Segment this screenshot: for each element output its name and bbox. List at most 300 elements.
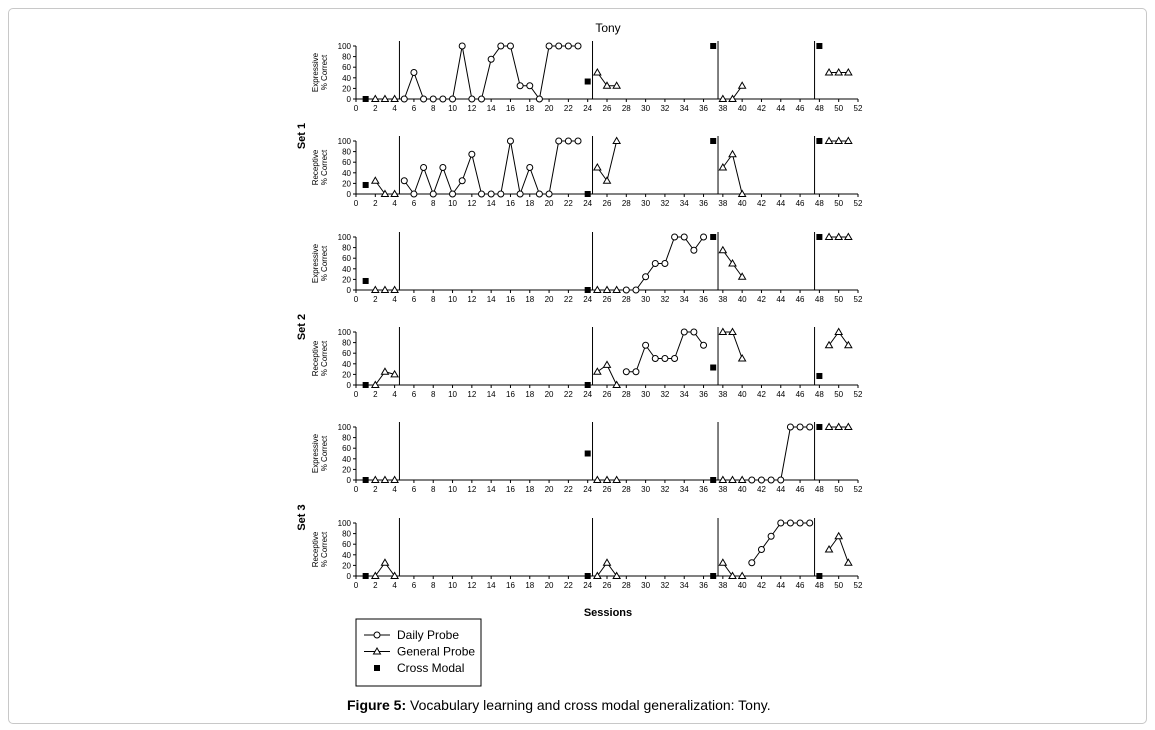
panel-6-x-tick-label: 2: [373, 581, 378, 590]
panel-1-daily-point: [479, 96, 485, 102]
panel-1-daily-point: [411, 70, 417, 76]
panel-5-x-tick-label: 44: [776, 485, 786, 494]
panel-6-x-tick-label: 34: [679, 581, 689, 590]
panel-3-daily-point: [633, 287, 639, 293]
panel-2-general-point: [594, 164, 601, 170]
panel-6-daily-point: [778, 520, 784, 526]
panel-5-x-tick-label: 34: [679, 485, 689, 494]
panel-1-y-tick-label: 60: [342, 63, 351, 73]
panel-6-y-tick-label: 100: [337, 519, 351, 528]
panel-5-x-tick-label: 10: [448, 485, 457, 494]
legend-cross-marker: [374, 665, 380, 671]
panel-2-x-tick-label: 14: [486, 199, 496, 208]
panel-2-x-tick-label: 44: [776, 199, 786, 208]
panel-5-ylabel: Expressive: [311, 433, 320, 474]
panel-1-x-tick-label: 32: [660, 104, 670, 113]
panel-2-x-tick-label: 50: [834, 199, 844, 208]
panel-3-cross-point: [363, 278, 369, 284]
panel-5-x-tick-label: 40: [737, 485, 747, 494]
panel-5-daily-point: [749, 477, 755, 483]
panel-5-x-tick-label: 22: [563, 485, 573, 494]
panel-6-x-tick-label: 44: [776, 581, 786, 590]
panel-1-x-tick-label: 34: [679, 104, 689, 113]
panel-4-cross-point: [363, 382, 369, 388]
panel-4-daily-point: [623, 369, 629, 375]
panel-4-daily-point: [643, 342, 649, 348]
panel-6-daily-point: [797, 520, 803, 526]
panel-5-x-tick-label: 46: [795, 485, 805, 494]
panel-1-daily-point: [498, 43, 504, 49]
panel-4-x-tick-label: 50: [834, 390, 844, 399]
panel-6-x-tick-label: 40: [737, 581, 747, 590]
panel-5-x-tick-label: 24: [583, 485, 593, 494]
panel-5-y-tick-label: 60: [342, 444, 351, 454]
panel-2-x-tick-label: 36: [699, 199, 708, 208]
panel-5-x-tick-label: 12: [467, 485, 477, 494]
panel-4-daily-point: [672, 356, 678, 362]
panel-5-daily-line: [752, 427, 810, 480]
panel-6-x-tick-label: 30: [641, 581, 651, 590]
panel-2-general-line: [723, 154, 742, 194]
panel-1-x-tick-label: 12: [467, 104, 477, 113]
panel-2-daily-point: [401, 178, 407, 184]
panel-4-x-tick-label: 36: [699, 390, 708, 399]
panel-6-daily-point: [758, 547, 764, 553]
panel-4-y-tick-label: 80: [342, 338, 351, 348]
panel-2-x-tick-label: 8: [431, 199, 436, 208]
panel-2-x-tick-label: 38: [718, 199, 728, 208]
panel-2-x-tick-label: 42: [757, 199, 766, 208]
panel-5-y-tick-label: 40: [342, 454, 351, 464]
panel-2-daily-point: [498, 191, 504, 197]
panel-2-general-point: [613, 138, 620, 144]
panel-4-x-tick-label: 10: [448, 390, 457, 399]
panel-6-x-tick-label: 50: [834, 581, 844, 590]
panel-5-ylabel-sub: % Correct: [320, 435, 329, 472]
panel-3-daily-point: [662, 261, 668, 267]
panel-1-x-tick-label: 38: [718, 104, 728, 113]
panel-3-y-tick-label: 20: [342, 275, 351, 285]
panel-1-x-tick-label: 44: [776, 104, 786, 113]
panel-2-daily-point: [459, 178, 465, 184]
panel-4-x-tick-label: 22: [563, 390, 573, 399]
panel-5-daily-point: [787, 424, 793, 430]
panel-1-x-tick-label: 40: [737, 104, 747, 113]
panel-4-daily-point: [633, 369, 639, 375]
panel-6-x-tick-label: 8: [431, 581, 436, 590]
panel-4-x-tick-label: 42: [757, 390, 766, 399]
panel-6-x-tick-label: 16: [506, 581, 515, 590]
panel-2-daily-point: [575, 138, 581, 144]
panel-5-x-tick-label: 30: [641, 485, 651, 494]
panel-2-daily-point: [440, 165, 446, 171]
panel-3-x-tick-label: 44: [776, 295, 786, 304]
panel-1-x-tick-label: 0: [353, 104, 359, 113]
panel-2-daily-line: [404, 141, 578, 194]
panel-5-x-tick-label: 6: [411, 485, 417, 494]
panel-2-y-tick-label: 0: [346, 190, 351, 199]
panel-6-x-tick-label: 42: [757, 581, 766, 590]
panel-2-x-tick-label: 46: [795, 199, 805, 208]
panel-1-daily-point: [565, 43, 571, 49]
panel-4-daily-point: [701, 342, 707, 348]
panel-3-x-tick-label: 42: [757, 295, 766, 304]
panel-6-general-point: [835, 533, 842, 539]
panel-6-x-tick-label: 28: [621, 581, 631, 590]
panel-1-x-tick-label: 48: [814, 104, 824, 113]
panel-1-ylabel: Expressive: [311, 52, 320, 93]
panel-4-daily-line: [626, 332, 703, 372]
set-label-3: Set 3: [296, 504, 308, 531]
panel-5-x-tick-label: 52: [853, 485, 863, 494]
panel-1-daily-point: [517, 83, 523, 89]
panel-3-x-tick-label: 20: [544, 295, 554, 304]
panel-4-general-line: [597, 365, 616, 385]
panel-3-x-tick-label: 2: [373, 295, 378, 304]
panel-6-x-tick-label: 32: [660, 581, 670, 590]
legend-label-2: General Probe: [397, 644, 476, 659]
panel-1-x-tick-label: 26: [602, 104, 612, 113]
panel-4-x-tick-label: 0: [353, 390, 359, 399]
caption-text: Vocabulary learning and cross modal generalization: Tony.: [406, 697, 771, 713]
panel-1-x-tick-label: 4: [392, 104, 397, 113]
panel-6-x-tick-label: 48: [814, 581, 824, 590]
panel-5-x-tick-label: 2: [373, 485, 378, 494]
panel-6-cross-point: [816, 573, 822, 579]
panel-1-cross-point: [816, 43, 822, 49]
panel-4-x-tick-label: 2: [373, 390, 378, 399]
panel-3-y-tick-label: 60: [342, 254, 351, 264]
panel-2-daily-point: [488, 191, 494, 197]
x-axis-label: Sessions: [583, 607, 633, 619]
panel-2-x-tick-label: 22: [563, 199, 573, 208]
set-label-1: Set 1: [296, 122, 308, 150]
panel-2-y-tick-label: 20: [342, 179, 351, 189]
panel-3-x-tick-label: 4: [392, 295, 397, 304]
legend-label-1: Daily Probe: [397, 628, 460, 642]
panel-2-x-tick-label: 2: [373, 199, 378, 208]
panel-6-general-point: [381, 559, 388, 565]
panel-3-general-point: [719, 247, 726, 253]
panel-1-x-tick-label: 30: [641, 104, 651, 113]
panel-6-x-tick-label: 22: [563, 581, 573, 590]
panel-3-x-tick-label: 50: [834, 295, 844, 304]
panel-6-x-tick-label: 36: [699, 581, 708, 590]
panel-4-general-point: [835, 329, 842, 335]
panel-2-y-tick-label: 100: [337, 137, 351, 146]
panel-3-y-tick-label: 80: [342, 243, 351, 253]
panel-3-x-tick-label: 40: [737, 295, 747, 304]
panel-4-daily-point: [681, 329, 687, 335]
panel-3-x-tick-label: 18: [525, 295, 535, 304]
panel-5-x-tick-label: 4: [392, 485, 397, 494]
panel-2-cross-point: [585, 191, 591, 197]
panel-1-x-tick-label: 6: [411, 104, 417, 113]
panel-6-y-tick-label: 80: [342, 529, 351, 539]
panel-4-x-tick-label: 48: [814, 390, 824, 399]
panel-1-general-point: [594, 69, 601, 75]
panel-3-daily-point: [691, 247, 697, 253]
panel-4-cross-point: [585, 382, 591, 388]
panel-3-x-tick-label: 22: [563, 295, 573, 304]
panel-2-daily-point: [527, 165, 533, 171]
panel-2-daily-point: [546, 191, 552, 197]
panel-3-daily-point: [701, 234, 707, 240]
panel-4-cross-point: [710, 365, 716, 371]
panel-1-daily-point: [469, 96, 475, 102]
panel-6-daily-line: [752, 523, 810, 563]
panel-6-x-tick-label: 10: [448, 581, 457, 590]
panel-3-x-tick-label: 6: [411, 295, 417, 304]
panel-3-x-tick-label: 32: [660, 295, 670, 304]
panel-2-x-tick-label: 16: [506, 199, 515, 208]
panel-4-general-point: [739, 355, 746, 361]
panel-6-y-tick-label: 20: [342, 561, 351, 571]
panel-2-x-tick-label: 0: [353, 199, 359, 208]
panel-4-x-tick-label: 30: [641, 390, 651, 399]
panel-6-cross-point: [710, 573, 716, 579]
panel-3-x-tick-label: 48: [814, 295, 824, 304]
panel-3-daily-point: [681, 234, 687, 240]
panel-5-x-tick-label: 18: [525, 485, 535, 494]
panel-1-x-tick-label: 18: [525, 104, 535, 113]
panel-1-x-tick-label: 22: [563, 104, 573, 113]
panel-2-daily-point: [469, 151, 475, 157]
panel-6-x-tick-label: 12: [467, 581, 477, 590]
panel-6-general-point: [604, 559, 611, 565]
panel-5-x-tick-label: 50: [834, 485, 844, 494]
panel-3-x-tick-label: 26: [602, 295, 612, 304]
panel-3-x-tick-label: 46: [795, 295, 805, 304]
panel-6-x-tick-label: 46: [795, 581, 805, 590]
panel-2-x-tick-label: 52: [853, 199, 863, 208]
panel-4-x-tick-label: 46: [795, 390, 805, 399]
panel-6-general-line: [829, 536, 848, 563]
panel-2-general-point: [729, 151, 736, 157]
panel-3-x-tick-label: 34: [679, 295, 689, 304]
panel-1-x-tick-label: 20: [544, 104, 554, 113]
panel-4-general-point: [381, 368, 388, 374]
panel-4-x-tick-label: 16: [506, 390, 515, 399]
panel-1-x-tick-label: 50: [834, 104, 844, 113]
panel-4-general-line: [723, 332, 742, 359]
panel-3-daily-point: [643, 274, 649, 280]
panel-5-daily-point: [758, 477, 764, 483]
figure-caption: [347, 697, 771, 713]
panel-5-x-tick-label: 38: [718, 485, 728, 494]
panel-2-x-tick-label: 6: [411, 199, 417, 208]
panel-2-ylabel: Receptive: [311, 149, 320, 186]
panel-1-y-tick-label: 0: [346, 95, 351, 104]
panel-3-x-tick-label: 10: [448, 295, 457, 304]
panel-2-daily-point: [536, 191, 542, 197]
panel-1-x-tick-label: 10: [448, 104, 457, 113]
legend-daily-marker: [374, 632, 380, 638]
panel-5-daily-point: [778, 477, 784, 483]
panel-4-y-tick-label: 40: [342, 359, 351, 369]
panel-1-daily-point: [488, 56, 494, 62]
panel-2-daily-point: [411, 191, 417, 197]
panel-4-x-tick-label: 20: [544, 390, 554, 399]
panel-5-x-tick-label: 0: [353, 485, 359, 494]
panel-2-x-tick-label: 34: [679, 199, 689, 208]
panel-1-y-tick-label: 100: [337, 42, 351, 51]
panel-1-daily-point: [450, 96, 456, 102]
panel-2-x-tick-label: 12: [467, 199, 477, 208]
panel-5-y-tick-label: 20: [342, 465, 351, 475]
panel-4-x-tick-label: 24: [583, 390, 593, 399]
panel-3-y-tick-label: 0: [346, 286, 351, 295]
panel-1-daily-point: [527, 83, 533, 89]
panel-5-cross-point: [585, 451, 591, 457]
panel-4-x-tick-label: 26: [602, 390, 612, 399]
panel-1-daily-point: [421, 96, 427, 102]
chart-title: Tony: [595, 21, 621, 35]
panel-5-x-tick-label: 16: [506, 485, 515, 494]
panel-2-cross-point: [710, 138, 716, 144]
panel-3-x-tick-label: 0: [353, 295, 359, 304]
panel-3-x-tick-label: 52: [853, 295, 863, 304]
panel-3-cross-point: [816, 234, 822, 240]
panel-6-x-tick-label: 18: [525, 581, 535, 590]
panel-2-x-tick-label: 28: [621, 199, 631, 208]
panel-2-ylabel-sub: % Correct: [320, 149, 329, 186]
panel-2-daily-point: [507, 138, 513, 144]
panel-4-daily-point: [662, 356, 668, 362]
panel-5-cross-point: [363, 477, 369, 483]
panel-1-x-tick-label: 36: [699, 104, 708, 113]
panel-6-cross-point: [363, 573, 369, 579]
panel-4-y-tick-label: 60: [342, 349, 351, 359]
panel-2-y-tick-label: 40: [342, 168, 351, 178]
panel-3-daily-point: [652, 261, 658, 267]
panel-5-x-tick-label: 8: [431, 485, 436, 494]
panel-5-daily-point: [768, 477, 774, 483]
panel-3-x-tick-label: 28: [621, 295, 631, 304]
panel-6-daily-point: [787, 520, 793, 526]
panel-1-x-tick-label: 14: [486, 104, 496, 113]
panel-4-x-tick-label: 52: [853, 390, 863, 399]
panel-5-x-tick-label: 32: [660, 485, 670, 494]
panel-5-x-tick-label: 48: [814, 485, 824, 494]
panel-3-cross-point: [710, 234, 716, 240]
panel-2-x-tick-label: 20: [544, 199, 554, 208]
panel-5-daily-point: [797, 424, 803, 430]
panel-3-x-tick-label: 38: [718, 295, 728, 304]
panel-4-y-tick-label: 100: [337, 328, 351, 337]
panel-3-daily-point: [672, 234, 678, 240]
panel-1-daily-point: [546, 43, 552, 49]
set-label-2: Set 2: [296, 313, 308, 341]
panel-6-x-tick-label: 26: [602, 581, 612, 590]
panel-2-general-point: [372, 177, 379, 183]
panel-2-daily-point: [556, 138, 562, 144]
panel-4-x-tick-label: 34: [679, 390, 689, 399]
panel-1-x-tick-label: 42: [757, 104, 766, 113]
panel-1-x-tick-label: 8: [431, 104, 436, 113]
panel-2-daily-point: [430, 191, 436, 197]
panel-2-x-tick-label: 10: [448, 199, 457, 208]
panel-4-y-tick-label: 0: [346, 381, 351, 390]
panel-6-x-tick-label: 52: [853, 581, 863, 590]
panel-6-x-tick-label: 24: [583, 581, 593, 590]
panel-6-x-tick-label: 0: [353, 581, 359, 590]
panel-6-daily-point: [749, 560, 755, 566]
panel-3-x-tick-label: 8: [431, 295, 436, 304]
panel-1-daily-point: [401, 96, 407, 102]
panel-4-ylabel: Receptive: [311, 340, 320, 377]
panel-2-x-tick-label: 26: [602, 199, 612, 208]
panel-3-y-tick-label: 40: [342, 264, 351, 274]
panel-4-x-tick-label: 6: [411, 390, 417, 399]
panel-4-general-point: [604, 361, 611, 367]
panel-3-x-tick-label: 14: [486, 295, 496, 304]
panel-6-x-tick-label: 14: [486, 581, 496, 590]
panel-3-y-tick-label: 100: [337, 233, 351, 242]
panel-3-cross-point: [585, 287, 591, 293]
panel-3-ylabel-sub: % Correct: [320, 245, 329, 282]
panel-1-y-tick-label: 40: [342, 73, 351, 83]
panel-5-cross-point: [816, 424, 822, 430]
panel-2-x-tick-label: 30: [641, 199, 651, 208]
panel-4-daily-point: [652, 356, 658, 362]
panel-4-general-point: [594, 368, 601, 374]
panel-6-cross-point: [585, 573, 591, 579]
panel-2-x-tick-label: 32: [660, 199, 670, 208]
panel-2-y-tick-label: 60: [342, 158, 351, 168]
legend-label-3: Cross Modal: [397, 661, 465, 675]
panel-2-x-tick-label: 24: [583, 199, 593, 208]
panel-6-daily-point: [807, 520, 813, 526]
panel-6-ylabel-sub: % Correct: [320, 531, 329, 568]
panel-6-x-tick-label: 20: [544, 581, 554, 590]
panel-1-x-tick-label: 24: [583, 104, 593, 113]
panel-4-x-tick-label: 28: [621, 390, 631, 399]
panel-5-x-tick-label: 14: [486, 485, 496, 494]
panel-6-x-tick-label: 38: [718, 581, 728, 590]
panel-1-daily-point: [536, 96, 542, 102]
panel-2-daily-point: [450, 191, 456, 197]
panel-4-cross-point: [816, 373, 822, 379]
panel-3-x-tick-label: 36: [699, 295, 708, 304]
panel-4-x-tick-label: 38: [718, 390, 728, 399]
panel-4-daily-point: [691, 329, 697, 335]
panel-6-x-tick-label: 4: [392, 581, 397, 590]
panel-3-x-tick-label: 12: [467, 295, 477, 304]
panel-1-daily-point: [430, 96, 436, 102]
panel-4-x-tick-label: 4: [392, 390, 397, 399]
panel-6-general-point: [845, 559, 852, 565]
panel-2-daily-point: [565, 138, 571, 144]
panel-5-x-tick-label: 42: [757, 485, 766, 494]
panel-1-x-tick-label: 28: [621, 104, 631, 113]
panel-4-x-tick-label: 18: [525, 390, 535, 399]
panel-2-x-tick-label: 48: [814, 199, 824, 208]
panel-6-y-tick-label: 0: [346, 572, 351, 581]
caption-label: Figure 5:: [347, 697, 407, 713]
panel-5-y-tick-label: 0: [346, 476, 351, 485]
panel-2-daily-point: [517, 191, 523, 197]
panel-2-daily-point: [421, 165, 427, 171]
panel-5-x-tick-label: 20: [544, 485, 554, 494]
panel-4-x-tick-label: 44: [776, 390, 786, 399]
panel-1-x-tick-label: 46: [795, 104, 805, 113]
panel-5-x-tick-label: 26: [602, 485, 612, 494]
panel-3-daily-point: [623, 287, 629, 293]
panel-5-y-tick-label: 80: [342, 433, 351, 443]
panel-1-daily-line: [404, 46, 578, 99]
panel-1-y-tick-label: 80: [342, 52, 351, 62]
